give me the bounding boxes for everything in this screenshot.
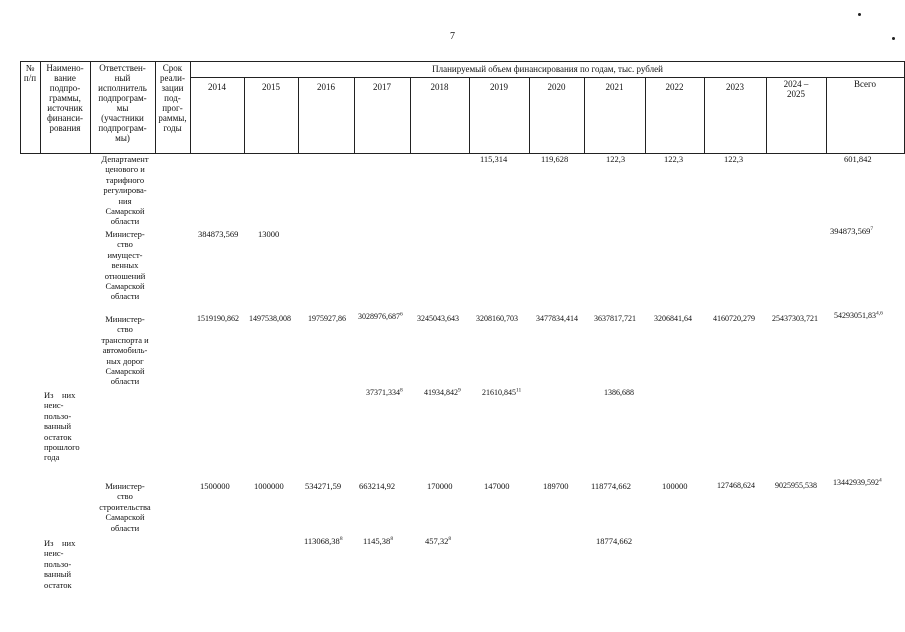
value-cell: 18774,662 (596, 536, 633, 546)
value-cell: 384873,569 (198, 229, 239, 239)
cell-text: 3028976,687 (358, 312, 400, 321)
cell-text: 113068,38 (304, 536, 340, 546)
value-cell: 3477834,414 (536, 314, 578, 323)
value-cell: 115,314 (480, 154, 508, 164)
value-cell: 119,628 (541, 154, 569, 164)
value-cell: 1497538,008 (249, 314, 291, 323)
value-cell (482, 388, 521, 398)
value-cell: 13000 (258, 229, 280, 239)
funding-table-header (20, 61, 905, 153)
value-cell: 122,3 (664, 154, 684, 164)
value-cell: 3637817,721 (594, 314, 636, 323)
header-year: 2019 (490, 82, 508, 92)
scan-speck (892, 37, 895, 40)
total-value: 601,842 (844, 154, 872, 164)
value-cell: 1519190,862 (197, 314, 239, 323)
name-cell: Из них неис- пользо- ванный остаток (44, 538, 76, 590)
page-number: 7 (450, 31, 455, 42)
value-cell: 147000 (484, 481, 510, 491)
value-cell (304, 536, 343, 546)
header-year: 2022 (665, 82, 684, 92)
header-year: 2024 – 2025 (783, 79, 809, 99)
value-cell: 534271,59 (305, 481, 342, 491)
header-year: 2014 (208, 82, 226, 92)
cell-text: 21610,845 (482, 388, 516, 397)
value-cell (425, 536, 451, 546)
executor-cell: Департамент ценового и тарифного регулирова- ния Самарской области (101, 154, 149, 227)
header-executor: Ответствен- ный исполнитель подпрограм- мы (участники подпрограм- мы) (98, 63, 147, 143)
executor-cell: Министер- ство имущест- венных отношений Самарской области (104, 229, 146, 302)
header-funding-title: Планируемый объем финансирования по годам, тыс. рублей (432, 64, 663, 74)
footnote-mark: 8 (448, 536, 452, 543)
value-cell: 189700 (543, 481, 569, 491)
total-value: 13442939,592 (833, 478, 879, 487)
total-value: 394873,569 (830, 226, 871, 236)
header-total: Всего (853, 79, 877, 89)
total-cell (834, 311, 883, 321)
value-cell (424, 388, 461, 398)
cell-text: 457,32 (425, 536, 449, 546)
value-cell: 122,3 (724, 154, 744, 164)
value-cell: 9025955,538 (775, 481, 817, 490)
value-cell: 3208160,703 (476, 314, 518, 323)
footnote-mark: 8 (400, 387, 403, 394)
footnote-mark: 7 (870, 226, 874, 233)
total-cell (833, 478, 882, 488)
header-year: 2015 (262, 82, 280, 92)
footnote-mark: 11 (516, 387, 522, 394)
value-cell (363, 536, 393, 546)
total-value: 54293051,83 (834, 311, 876, 320)
total-cell (844, 154, 872, 164)
total-cell (830, 226, 873, 236)
col-divider (190, 61, 191, 154)
footnote-mark: 8 (339, 536, 343, 543)
scan-speck (858, 13, 861, 16)
value-cell: 4160720,279 (713, 314, 755, 323)
header-year: 2020 (547, 82, 566, 92)
footnote-mark: 4 (879, 477, 882, 484)
footnote-mark: 9 (458, 387, 461, 394)
value-cell: 1975927,86 (308, 314, 346, 323)
value-cell (358, 312, 403, 322)
value-cell: 3245043,643 (417, 314, 459, 323)
cell-text: 1145,38 (363, 536, 391, 546)
value-cell: 1000000 (254, 481, 284, 491)
header-year: 2016 (317, 82, 335, 92)
executor-cell: Министер- ство строительства Самарской области (99, 481, 151, 533)
value-cell: 127468,624 (717, 481, 755, 490)
header-year: 2021 (605, 82, 624, 92)
table-top-border (20, 61, 905, 62)
value-cell: 1500000 (200, 481, 230, 491)
value-cell (366, 388, 403, 398)
value-cell: 118774,662 (591, 481, 632, 491)
value-cell: 1386,688 (604, 388, 634, 397)
footnote-mark: 6 (400, 311, 403, 318)
value-cell: 663214,92 (359, 481, 396, 491)
header-num: № п/п (23, 63, 37, 83)
value-cell: 100000 (662, 481, 688, 491)
header-name: Наимено- вание подпро- граммы, источник финанси- рования (46, 63, 84, 133)
footnote-mark: 8 (390, 536, 394, 543)
header-term: Срок реали- зации под- прог- раммы, годы (158, 63, 187, 133)
executor-cell: Министер- ство транспорта и автомобиль- ных дорог Самарской области (101, 314, 149, 387)
name-cell: Из них неис- пользо- ванный остаток прошлого года (44, 390, 80, 463)
cell-text: 41934,842 (424, 388, 458, 397)
cell-text: 37371,334 (366, 388, 400, 397)
value-cell: 122,3 (606, 154, 626, 164)
header-year: 2017 (373, 82, 391, 92)
value-cell: 170000 (427, 481, 453, 491)
header-year: 2018 (430, 82, 449, 92)
footnote-mark: 4,6 (876, 310, 883, 317)
header-year: 2023 (726, 82, 744, 92)
value-cell: 3206841,64 (654, 314, 692, 323)
value-cell: 25437303,721 (772, 314, 818, 323)
